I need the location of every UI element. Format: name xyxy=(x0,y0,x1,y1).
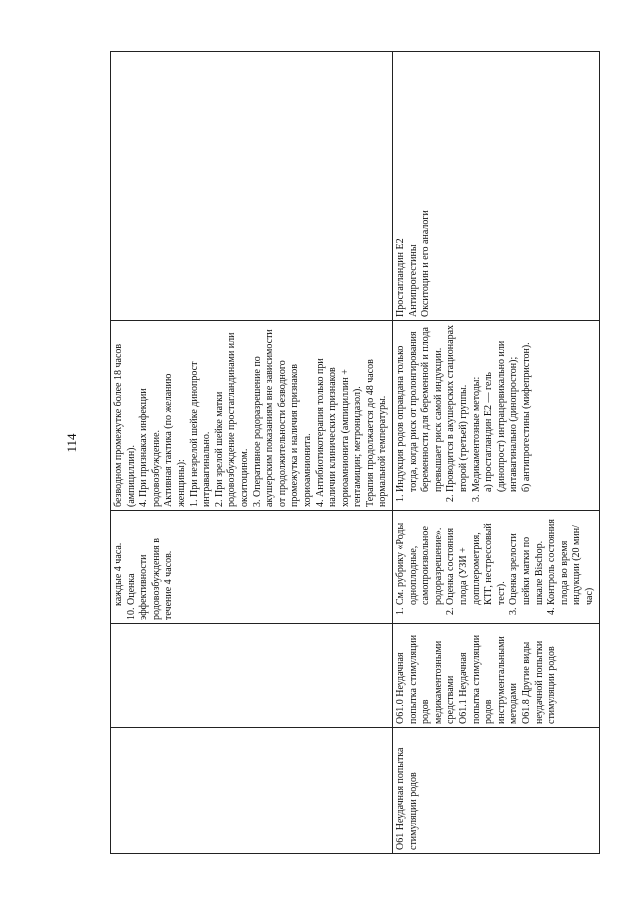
cell-icd-codes xyxy=(393,624,600,728)
cell-drugs-continued xyxy=(111,52,393,321)
diagnostics-step: 3. Оценка зрелости шейки матки по шкале Bischop. xyxy=(508,514,546,605)
cell-treatment-continued xyxy=(111,321,393,511)
cell-diagnosis xyxy=(393,728,600,854)
cell-treatment xyxy=(393,321,600,511)
treatment-line: 4. Антибиотикотерапия только при наличии клинических признаков хориоамнионита (ампициллин + гентамицин; метронидазол). xyxy=(314,358,364,507)
clinical-protocol-table xyxy=(110,51,600,854)
cell-diagnosis-continued xyxy=(111,728,393,854)
drug-item: Окситоцин и его аналоги xyxy=(420,210,432,317)
cell-drugs xyxy=(393,52,600,321)
cell-code-continued xyxy=(111,624,393,728)
treatment-step: 3. Медикаментозные методы: а) простагландин Е2 — гель (динопрост) интрацервикально или интавагинально (динопростон); б) антипрогестины (мифепристон). xyxy=(471,324,534,492)
diagnostics-text: каждые 4 часа. xyxy=(113,542,124,606)
diagnostics-step: 4. Контроль состояния плода во время индукции (20 мин/час) xyxy=(546,514,596,605)
treatment-line: 4. При признаках инфекции родовозбуждение. xyxy=(138,388,162,507)
drug-item: Антипрогестины xyxy=(407,244,419,317)
diagnosis-text: О61 Неудачная попытка стимуляции родов xyxy=(395,747,419,850)
cell-diagnostics-continued xyxy=(111,511,393,624)
drug-item: Простагландин Е2 xyxy=(395,238,407,317)
rotated-table xyxy=(110,52,595,854)
icd-code-item: О61.0 Неудачная попытка стимуляции родов медикаментозными средствами xyxy=(395,634,457,724)
table-row-continued xyxy=(111,52,393,854)
table-row xyxy=(393,52,600,854)
treatment-line: 1. При незрелой шейке динопрост интравагинально. xyxy=(188,361,213,507)
rotated-table-container xyxy=(110,52,595,854)
cell-diagnostics xyxy=(393,511,600,624)
page-number: 114 xyxy=(64,433,79,453)
treatment-line: 3. Оперативное родоразрешение по акушерским показаниям вне зависимости от продолжительности безводного промежутка и наличия признаков хориоамнионита. xyxy=(251,329,313,507)
treatment-substep: б) антипрогестины (мифепристон). xyxy=(521,342,532,492)
treatment-substep: а) простагландин Е2 — гель (динопрост) интрацервикально или интавагинально (динопростон); xyxy=(483,340,520,492)
diagnostics-step: 2. Оценка состояния плода (УЗИ + допплерометрия, КТГ, нестрессовый тест). xyxy=(445,514,508,605)
diagnostics-item: 10. Оценка эффективности родовозбуждения в течение 4 часов. xyxy=(125,538,175,620)
treatment-line: Терапия продолжается до 48 часов нормальной температуры. xyxy=(364,359,389,507)
icd-code-item: О61.8 Другие виды неудачной попытки стимуляции родов xyxy=(521,640,558,724)
treatment-step: 1. Индукция родов оправдана только тогда, когда риск от пролонгирования беременности для беременной и плода превышает риск самой индукции. xyxy=(395,324,445,492)
treatment-line: Активная тактика (по желанию женщины): xyxy=(163,373,187,507)
diagnostics-step: 1. См. рубрику «Роды одноплодные, самопроизвольное родоразрешение». xyxy=(395,514,445,605)
treatment-step: 2. Проводится в акушерских стационарах второй (третьей) группы. xyxy=(445,324,470,492)
icd-code-item: О61.1 Неудачная попытка стимуляции родов инструментальными методами xyxy=(458,634,520,724)
treatment-line: 2. При зрелой шейке матки родовозбуждение простагландинами или окситоцином. xyxy=(213,332,250,507)
treatment-line: безводном промежутке более 18 часов (ампициллин). xyxy=(113,343,137,507)
